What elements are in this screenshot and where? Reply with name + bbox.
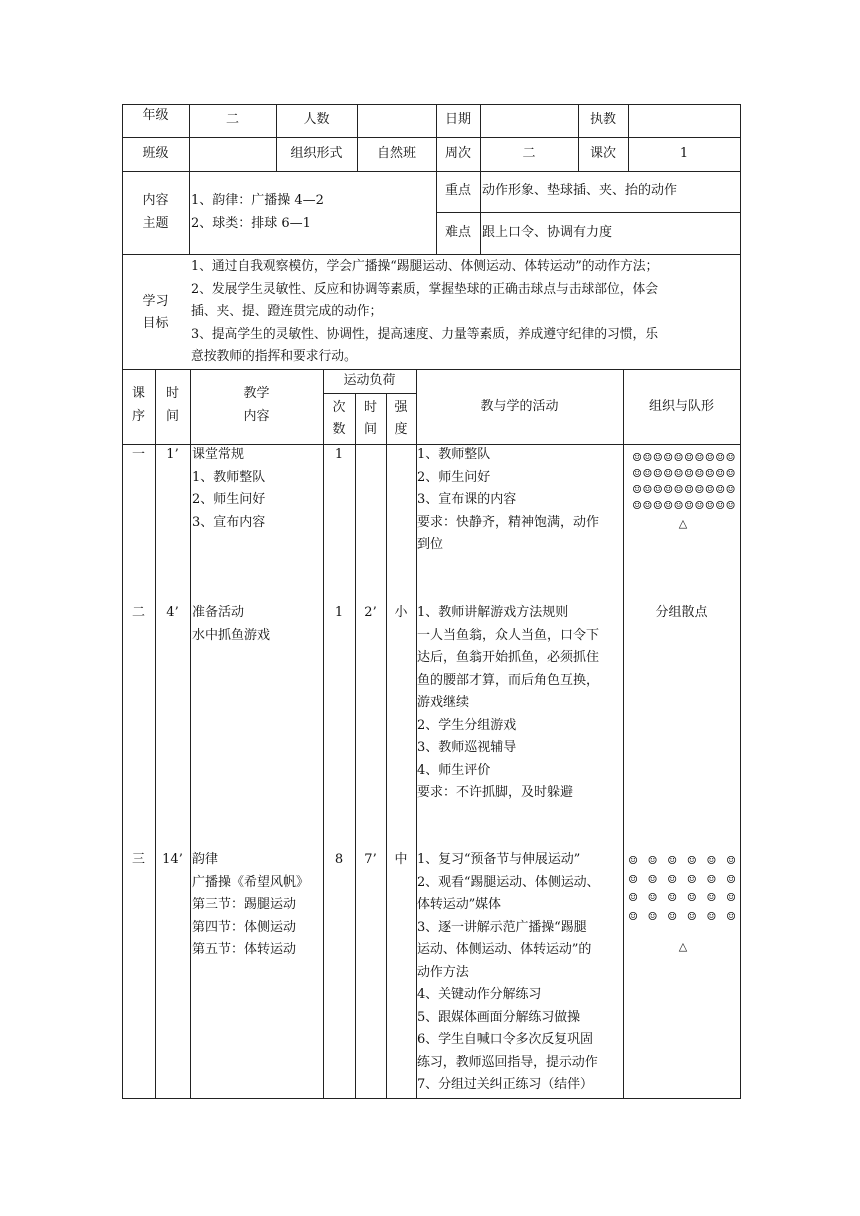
rule [122,171,740,172]
row2-activity-line: 2、学生分组游戏 [417,717,517,733]
row3-student-icon: ☺ [667,909,678,923]
col-intensity-line2: 度 [394,422,408,437]
row3-intensity: 中 [394,852,408,867]
row1-activity-line: 2、师生问好 [417,469,491,485]
row3-content-line: 第四节：体侧运动 [192,919,297,935]
row1-student-icon: ☺ [715,467,726,480]
row1-student-icon: ☺ [684,499,694,512]
hard-label: 难点 [444,225,471,240]
row3-activity-line: 动作方法 [417,964,469,980]
hard-value: 跟上口令、协调有力度 [482,225,613,240]
goals-label-line2: 目标 [142,316,169,331]
row3-student-icon: ☺ [726,854,736,867]
row3-activity-line: 2、观看“踢腿运动、体侧运动、 [417,874,600,890]
count-label: 人数 [303,112,330,127]
row2-duration: 2’ [364,605,377,620]
row1-student-icon: ☺ [684,483,694,496]
content-item: 2、球类：排球 6—1 [191,216,311,231]
col-time-line2: 间 [165,409,179,424]
rule [480,104,481,255]
col-content-line1: 教学 [243,386,270,401]
rule [122,254,740,255]
col-content-line2: 内容 [243,409,270,424]
row3-content [192,849,309,962]
rule [323,393,416,394]
row3-student-icon: ☺ [628,854,638,867]
row3-student-icon: ☺ [686,854,697,867]
col-count-line2: 数 [332,422,346,437]
rule [623,369,624,1099]
row1-student-icon: ☺ [663,499,674,512]
col-intensity-line1: 强 [394,400,408,415]
lesson-value: 1 [679,146,689,161]
row1-student-icon: ☺ [652,483,663,496]
row1-content [192,444,265,534]
rule [122,369,740,370]
row1-student-icon: ☺ [663,483,674,496]
rule [323,369,324,1099]
row3-student-icon: ☺ [726,909,736,923]
col-formation: 组织与队形 [648,399,714,414]
col-duration-line1: 时 [363,400,377,415]
row1-student-icon: ☺ [663,467,674,480]
row3-activity-line: 7、分组过关纠正练习（结伴） [417,1077,593,1092]
row2-activity-line: 3、教师巡视辅导 [417,740,517,755]
row2-time: 4’ [166,605,179,620]
goal-line: 插、夹、提、蹬连贯完成的动作； [191,304,383,319]
goal-line: 3、提高学生的灵敏性、协调性，提高速度、力量等素质，养成遵守纪律的习惯，乐 [191,326,658,342]
row3-duration: 7’ [364,852,377,867]
row1-student-icon: ☺ [725,499,736,512]
row2-formation-text: 分组散点 [655,605,708,620]
row1-student-icon: ☺ [642,467,653,480]
row2-activity-line: 1、教师讲解游戏方法规则 [417,605,569,620]
row3-activity-line: 体转运动”媒体 [417,897,501,912]
col-time-line1: 时 [165,386,179,401]
content-label-line1: 内容 [142,193,169,208]
col-duration-line2: 间 [363,422,377,437]
class-label: 班级 [142,146,169,161]
row2-intensity: 小 [394,605,408,620]
lesson-label: 课次 [589,146,616,161]
row2-activity-line: 一人当鱼翁，众人当鱼，口令下 [417,627,600,643]
row1-student-icon: ☺ [673,499,684,512]
row1-student-icon: ☺ [642,499,653,512]
row3-activity-line: 练习，教师巡回指导，提示动作 [417,1054,598,1070]
row3-student-icon: ☺ [628,891,638,904]
col-count-line1: 次 [332,400,346,415]
row3-activity [417,849,599,1097]
row1-student-icon: ☺ [704,467,715,480]
org-value: 自然班 [376,146,416,161]
key-label: 重点 [444,183,471,198]
teacher-label: 执教 [589,112,616,127]
row3-student-icon: ☺ [667,872,678,886]
row1-student-icon: ☺ [725,467,736,480]
col-load: 运动负荷 [343,373,396,388]
rule [122,137,740,138]
row3-student-icon: ☺ [686,891,697,904]
row3-activity-line: 5、跟媒体画面分解练习做操 [417,1009,580,1025]
row3-activity-line: 6、学生自喊口令多次反复巩固 [417,1032,593,1047]
row3-student-icon: ☺ [628,909,638,923]
date-label: 日期 [444,112,471,127]
row1-student-icon: ☺ [632,499,642,512]
row3-seq: 三 [131,852,145,867]
row3-student-icon: ☺ [647,909,658,923]
goal-line: 1、通过自我观察模仿，学会广播操“踢腿运动、体侧运动、体转运动”的动作方法； [191,259,659,274]
row1-student-icon: ☺ [704,499,715,512]
row1-student-icon: ☺ [704,451,715,464]
row1-activity-line: 要求：快静齐，精神饱满，动作 [417,514,600,530]
row1-student-icon: ☺ [673,467,684,480]
row2-count: 1 [334,605,344,620]
col-activity: 教与学的活动 [480,399,559,414]
row2-activity-line: 达后，鱼翁开始抓鱼，必须抓住 [417,650,600,665]
rule [155,369,156,1099]
week-label: 周次 [444,146,471,161]
row1-content-line: 课堂常规 [192,447,245,462]
row1-student-icon: ☺ [694,499,705,512]
row3-content-line: 第五节：体转运动 [192,942,297,957]
row1-student-icon: ☺ [684,451,694,464]
row2-activity-line: 鱼的腰部才算，而后角色互换， [417,672,600,688]
row1-student-icon: ☺ [694,467,705,480]
row1-student-icon: ☺ [725,483,736,496]
row1-activity-line: 3、宣布课的内容 [417,492,517,507]
row3-student-icon: ☺ [628,872,638,886]
rule [355,393,356,1099]
row1-student-icon: ☺ [632,467,642,480]
row2-activity-line: 4、师生评价 [417,762,491,778]
row3-student-icon: ☺ [667,891,678,904]
row1-student-icon: ☺ [632,451,642,464]
rule [386,393,387,1099]
goals-text [191,256,658,369]
row1-student-icon: ☺ [652,499,663,512]
row1-activity-line: 1、教师整队 [417,447,491,462]
row2-activity [417,602,599,805]
row1-teacher-triangle-icon: △ [678,517,688,530]
row2-content [192,602,270,647]
row1-student-icon: ☺ [652,467,663,480]
row3-student-icon: ☺ [726,891,736,904]
row2-content-line: 准备活动 [192,605,245,620]
rule [436,212,740,213]
row1-student-icon: ☺ [684,467,694,480]
row3-student-icon: ☺ [686,872,697,886]
week-value: 二 [522,146,536,161]
row1-student-icon: ☺ [715,451,726,464]
row1-student-icon: ☺ [725,451,736,464]
row1-content-line: 1、教师整队 [192,469,266,485]
row3-student-icon: ☺ [667,854,678,867]
key-value: 动作形象、垫球插、夹、抬的动作 [482,183,678,198]
row1-student-icon: ☺ [673,451,684,464]
row3-count: 8 [334,852,344,867]
goal-line: 2、发展学生灵敏性、反应和协调等素质，掌握垫球的正确击球点与击球部位，体会 [191,281,658,297]
row2-content-line: 水中抓鱼游戏 [192,627,271,643]
goal-line: 意按教师的指挥和要求行动。 [191,349,357,364]
row3-student-icon: ☺ [726,872,736,886]
row1-student-icon: ☺ [652,451,663,464]
row3-student-icon: ☺ [647,854,658,867]
row3-content-line: 广播操《希望风帆》 [192,874,310,890]
col-seq-line2: 序 [131,409,145,424]
row3-student-icon: ☺ [647,872,658,886]
row3-student-icon: ☺ [686,909,697,923]
row3-student-icon: ☺ [706,854,717,867]
rule-right [740,104,741,1099]
col-seq-line1: 课 [131,386,145,401]
row3-activity-line: 运动、体侧运动、体转运动”的 [417,942,592,957]
org-label: 组织形式 [290,146,343,161]
rule-top [122,104,740,105]
row3-content-line: 第三节：踢腿运动 [192,897,297,912]
row3-content-line: 韵律 [192,852,219,867]
row1-student-icon: ☺ [715,499,726,512]
row3-time: 14’ [162,852,183,867]
row1-student-icon: ☺ [642,483,653,496]
content-item: 1、韵律：广播操 4—2 [191,193,324,208]
row1-student-icon: ☺ [704,483,715,496]
row1-seq: 一 [131,447,145,462]
row3-student-icon: ☺ [706,891,717,904]
row1-student-icon: ☺ [694,483,705,496]
row1-content-line: 3、宣布内容 [192,514,266,530]
grade-value: 二 [225,112,239,127]
row1-student-icon: ☺ [663,451,674,464]
goals-label-line1: 学习 [142,294,169,309]
row2-seq: 二 [131,605,145,620]
row1-activity-line: 到位 [417,537,444,552]
row1-student-icon: ☺ [715,483,726,496]
row3-student-icon: ☺ [706,909,717,923]
row3-student-icon: ☺ [647,891,658,904]
row3-activity-line: 4、关键动作分解练习 [417,987,542,1002]
rule [190,369,191,1099]
row1-student-icon: ☺ [642,451,653,464]
row1-student-icon: ☺ [694,451,705,464]
row1-activity [417,444,599,557]
row1-count: 1 [334,447,344,462]
row1-student-icon: ☺ [632,483,642,496]
row3-activity-line: 1、复习“预备节与伸展运动” [417,852,581,867]
rule-bottom [122,1098,740,1099]
row2-activity-line: 游戏继续 [417,695,470,710]
row1-content-line: 2、师生问好 [192,492,266,507]
row2-activity-line: 要求：不许抓脚，及时躲避 [417,785,574,800]
row1-time: 1’ [166,447,179,462]
row1-student-icon: ☺ [673,483,684,496]
row3-teacher-triangle-icon: △ [678,940,688,953]
grade-label: 年级 [142,108,169,123]
content-label-line2: 主题 [142,216,169,231]
row3-student-icon: ☺ [706,872,717,886]
row3-activity-line: 3、逐一讲解示范广播操“踢腿 [417,919,587,935]
